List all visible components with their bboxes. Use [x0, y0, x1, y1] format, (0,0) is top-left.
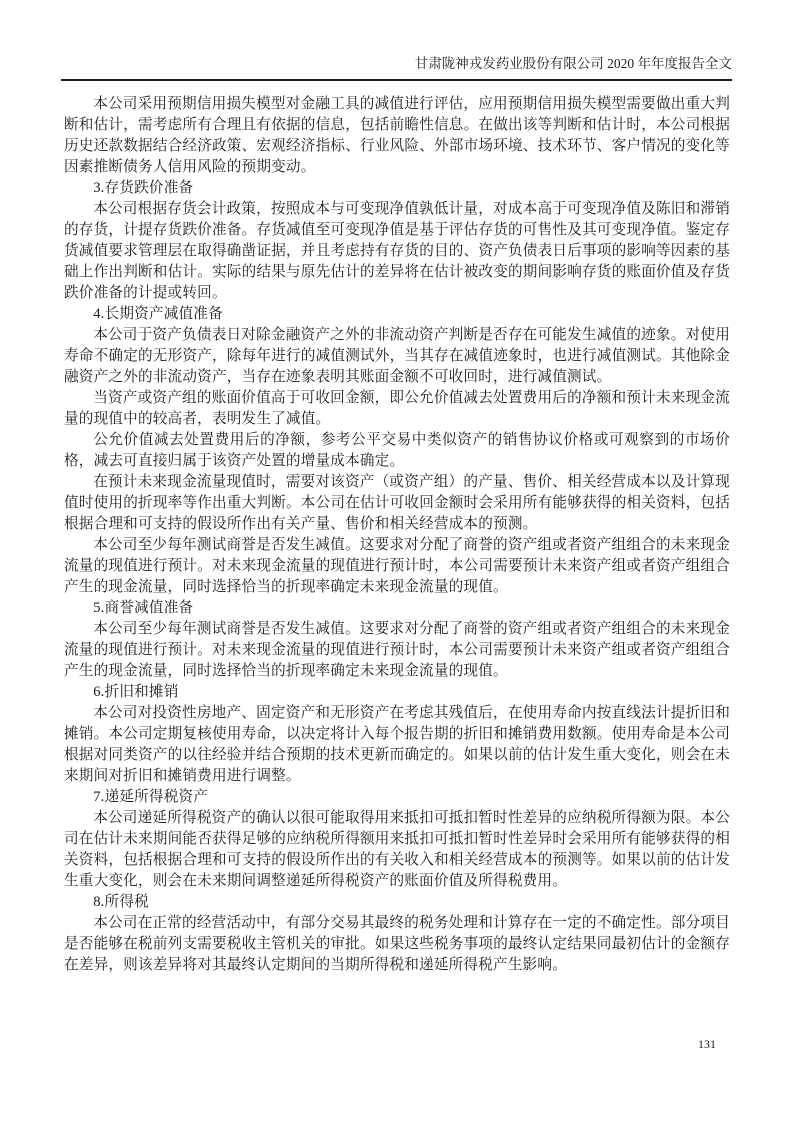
- body-paragraph: 本公司递延所得税资产的确认以很可能取得用来抵扣可抵扣暂时性差异的应纳税所得额为限。本公司在估计未来期间能否获得足够的应纳税所得额用来抵扣可抵扣暂时性差异时会采用所有能够获得的相关资料，包括根据合理和可支持的假设所作出的有关收入和相关经营成本的预测等。如果以前的估计发生重大变化，则会在未来期间调整递延所得税资产的账面价值及所得税费用。: [64, 810, 730, 889]
- page-header: [61, 55, 732, 81]
- page-number: 131: [698, 1037, 716, 1051]
- body-paragraph: 本公司至少每年测试商誉是否发生减值。这要求对分配了商誉的资产组或者资产组组合的未来现金流量的现值进行预计。对未来现金流量的现值进行预计时，本公司需要预计未来资产组或者资产组组合产生的现金流量，同时选择恰当的折现率确定未来现金流量的现值。: [64, 621, 730, 679]
- body-paragraph: 本公司根据存货会计政策，按照成本与可变现净值孰低计量，对成本高于可变现净值及陈旧和滞销的存货，计提存货跌价准备。存货减值至可变现净值是基于评估存货的可售性及其可变现净值。鉴定存货减值要求管理层在取得确凿证据，并且考虑持有存货的目的、资产负债表日后事项的影响等因素的基础上作出判断和估计。实际的结果与原先估计的差异将在估计被改变的期间影响存货的账面价值及存货跌价准备的计提或转回。: [64, 201, 730, 301]
- body-paragraph: 本公司采用预期信用损失模型对金融工具的减值进行评估，应用预期信用损失模型需要做出重大判断和估计，需考虑所有合理且有依据的信息，包括前瞻性信息。在做出该等判断和估计时，本公司根据历史还款数据结合经济政策、宏观经济指标、行业风险、外部市场环境、技术环节、客户情况的变化等因素推断债务人信用风险的预期变动。: [64, 96, 730, 175]
- section-heading: 6.折旧和摊销: [93, 684, 179, 700]
- body-paragraph: 当资产或资产组的账面价值高于可收回金额，即公允价值减去处置费用后的净额和预计未来现金流量的现值中的较高者，表明发生了减值。: [64, 390, 730, 427]
- section-heading: 4.长期资产减值准备: [93, 306, 223, 322]
- body-paragraph: 本公司至少每年测试商誉是否发生减值。这要求对分配了商誉的资产组或者资产组组合的未来现金流量的现值进行预计。对未来现金流量的现值进行预计时，本公司需要预计未来资产组或者资产组组合产生的现金流量，同时选择恰当的折现率确定未来现金流量的现值。: [64, 537, 730, 595]
- body-paragraph: 本公司于资产负债表日对除金融资产之外的非流动资产判断是否存在可能发生减值的迹象。对使用寿命不确定的无形资产，除每年进行的减值测试外，当其存在减值迹象时，也进行减值测试。其他除金融资产之外的非流动资产，当存在迹象表明其账面金额不可收回时，进行减值测试。: [64, 327, 730, 385]
- page-header-title: 甘肃陇神戎发药业股份有限公司 2020 年年度报告全文: [414, 56, 732, 71]
- section-heading: 8.所得税: [93, 894, 149, 910]
- body-paragraph: 公允价值减去处置费用后的净额，参考公平交易中类似资产的销售协议价格或可观察到的市场价格，减去可直接归属于该资产处置的增量成本确定。: [64, 432, 730, 469]
- body-paragraph: 本公司对投资性房地产、固定资产和无形资产在考虑其残值后，在使用寿命内按直线法计提折旧和摊销。本公司定期复核使用寿命，以决定将计入每个报告期的折旧和摊销费用数额。使用寿命是本公司根据对同类资产的以往经验并结合预期的技术更新而确定的。如果以前的估计发生重大变化，则会在未来期间对折旧和摊销费用进行调整。: [64, 705, 730, 784]
- section-heading: 7.递延所得税资产: [93, 789, 209, 805]
- section-heading: 3.存货跌价准备: [93, 180, 194, 196]
- document-body: [64, 94, 730, 976]
- body-paragraph: 在预计未来现金流量现值时，需要对该资产（或资产组）的产量、售价、相关经营成本以及计算现值时使用的折现率等作出重大判断。本公司在估计可收回金额时会采用所有能够获得的相关资料，包括根据合理和可支持的假设所作出有关产量、售价和相关经营成本的预测。: [64, 474, 730, 532]
- body-paragraph: 本公司在正常的经营活动中，有部分交易其最终的税务处理和计算存在一定的不确定性。部分项目是否能够在税前列支需要税收主管机关的审批。如果这些税务事项的最终认定结果同最初估计的金额存在差异，则该差异将对其最终认定期间的当期所得税和递延所得税产生影响。: [64, 915, 730, 973]
- section-heading: 5.商誉减值准备: [93, 600, 194, 616]
